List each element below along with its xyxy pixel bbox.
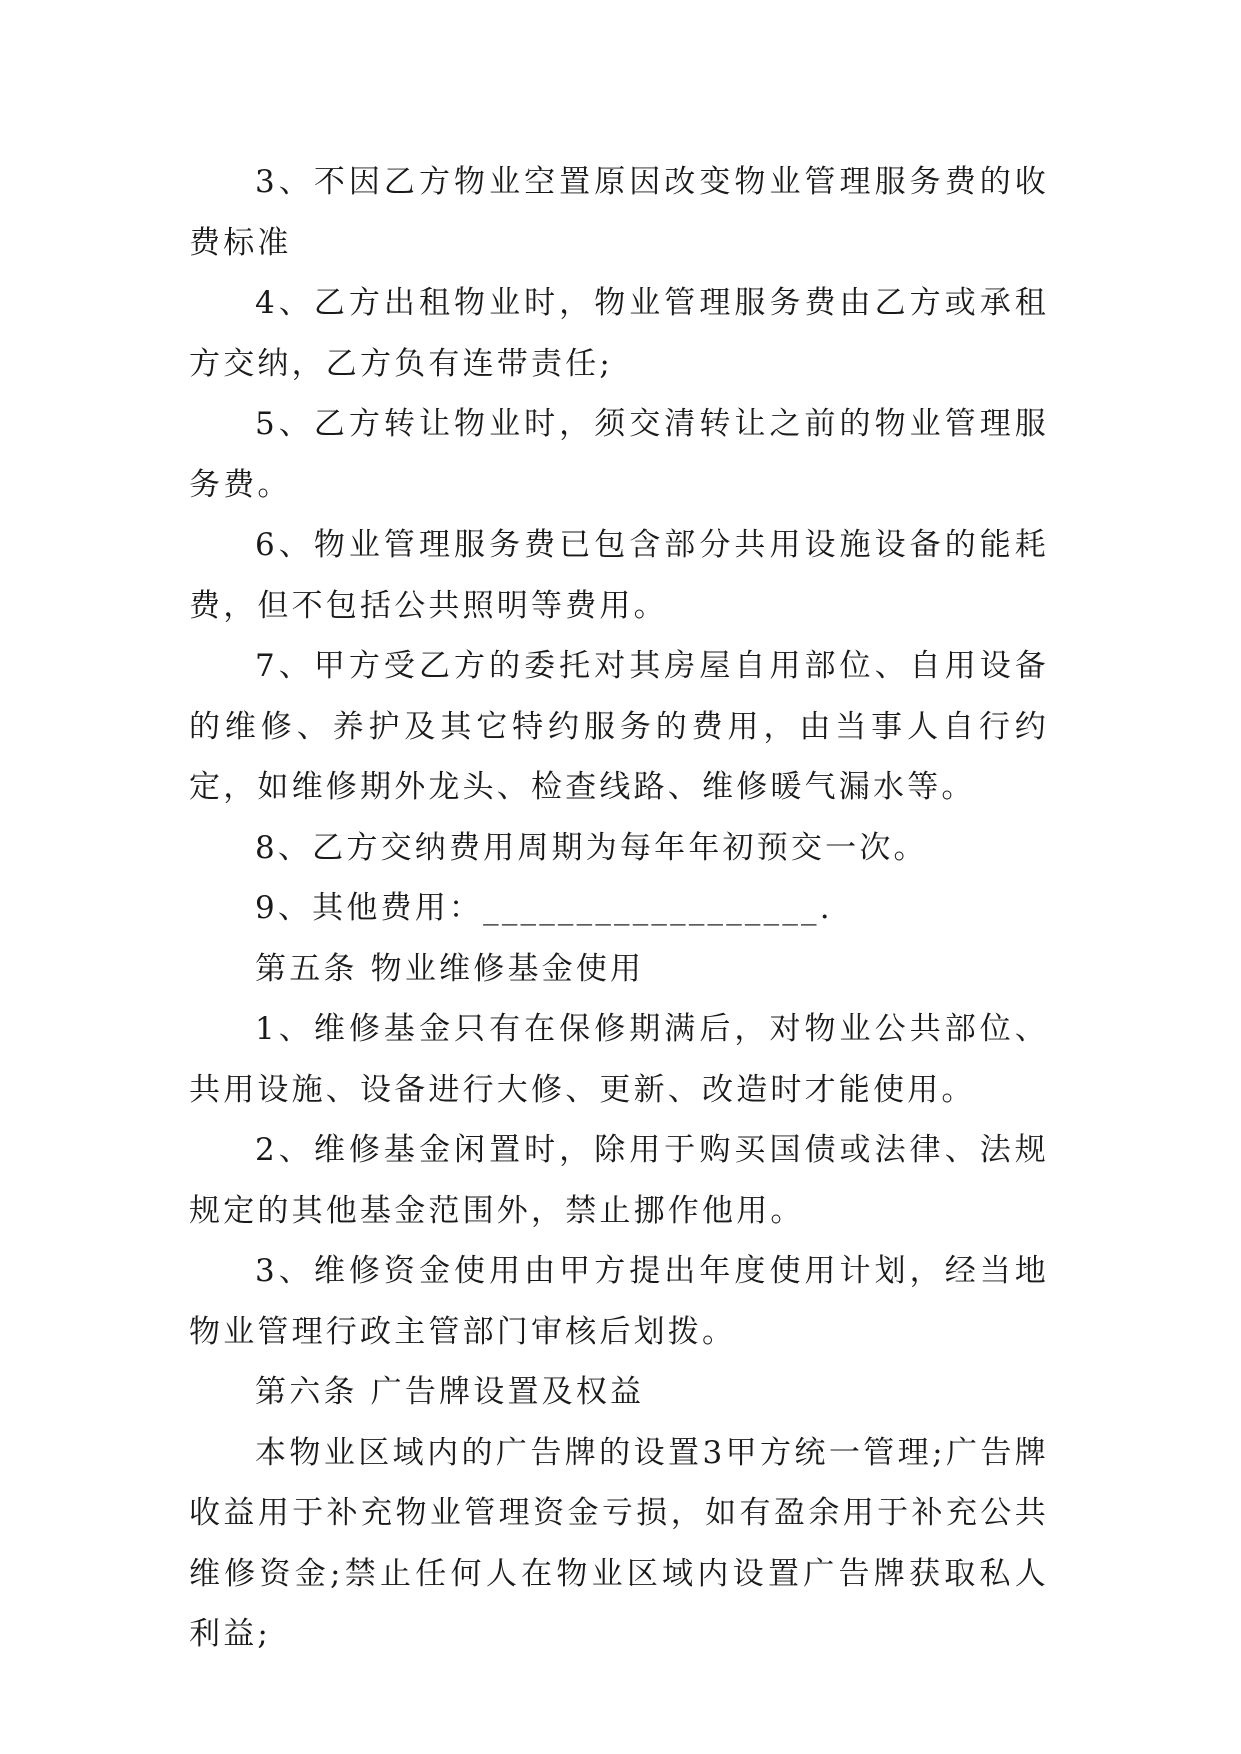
paragraph-fund-usage: 1、维修基金只有在保修期满后，对物业公共部位、共用设施、设备进行大修、更新、改造时才能使用。 xyxy=(189,1011,1049,1108)
paragraph-rental-fee: 4、乙方出租物业时，物业管理服务费由乙方或承租方交纳，乙方负有连带责任; xyxy=(189,285,1049,382)
paragraph-billboard: 本物业区域内的广告牌的设置3甲方统一管理;广告牌收益用于补充物业管理资金亏损，如有盈余用于补充公共维修资金;禁止任何人在物业区域内设置广告牌获取私人利益; xyxy=(189,1434,1049,1652)
paragraph-fund-plan: 3、维修资金使用由甲方提出年度使用计划，经当地物业管理行政主管部门审核后划拨。 xyxy=(189,1253,1049,1350)
paragraph-payment-cycle: 8、乙方交纳费用周期为每年年初预交一次。 xyxy=(255,829,928,866)
section-heading-article-5: 第五条 物业维修基金使用 xyxy=(255,950,645,987)
paragraph-energy-fee: 6、物业管理服务费已包含部分共用设施设备的能耗费，但不包括公共照明等费用。 xyxy=(189,527,1049,624)
section-heading-article-6: 第六条 广告牌设置及权益 xyxy=(255,1374,645,1410)
paragraph-special-service: 7、甲方受乙方的委托对其房屋自用部位、自用设备的维修、养护及其它特约服务的费用，由当事人自行约定，如维修期外龙头、检查线路、维修暖气漏水等。 xyxy=(189,648,1049,805)
paragraph-fee-standard: 3、不因乙方物业空置原因改变物业管理服务费的收费标准 xyxy=(189,164,1049,261)
paragraph-transfer-fee: 5、乙方转让物业时，须交清转让之前的物业管理服务费。 xyxy=(189,406,1049,503)
paragraph-other-fees: 9、其他费用：__________________. xyxy=(255,890,833,926)
document-page xyxy=(189,152,1049,1665)
paragraph-fund-idle: 2、维修基金闲置时，除用于购买国债或法律、法规规定的其他基金范围外，禁止挪作他用。 xyxy=(189,1132,1049,1229)
